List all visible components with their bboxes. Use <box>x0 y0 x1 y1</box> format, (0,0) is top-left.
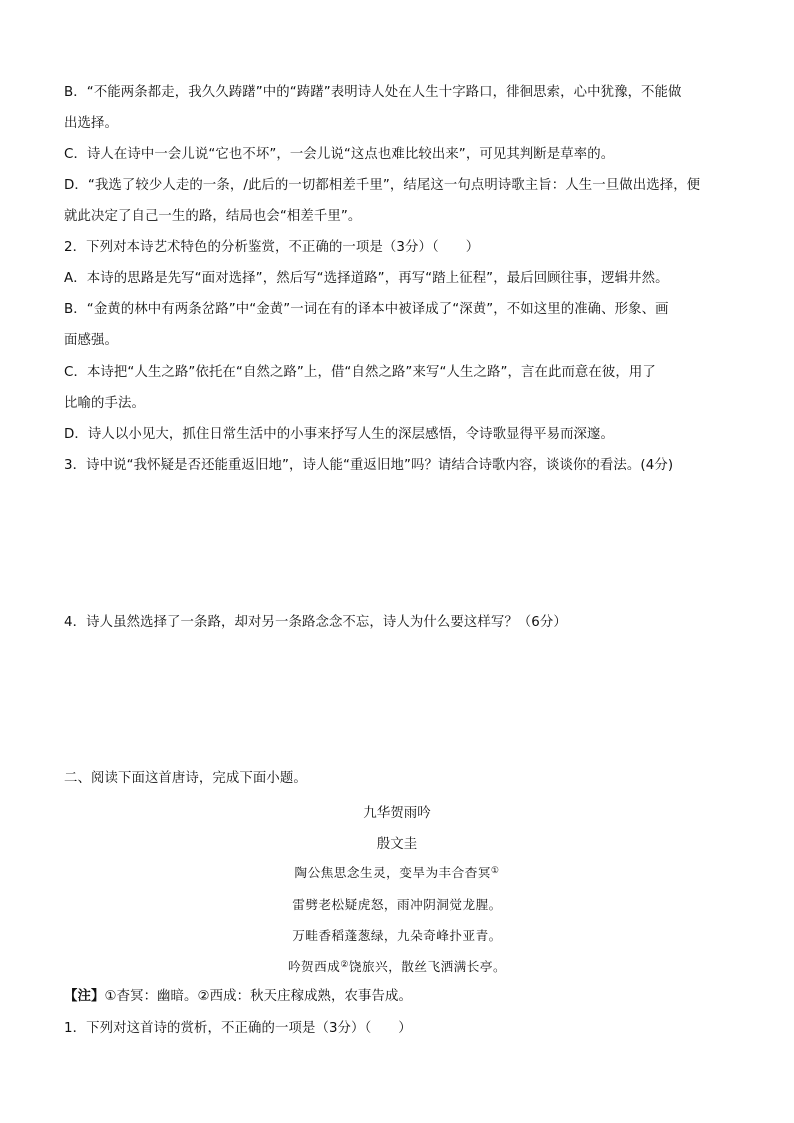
section-2-question-1: 1．下列对这首诗的赏析，不正确的一项是（3分）（ ） <box>64 1021 412 1036</box>
poem-author: 殷文圭 <box>376 836 418 852</box>
question-4: 4．诗人虽然选择了一条路，却对另一条路念念不忘，诗人为什么要这样写？（6分） <box>64 615 567 630</box>
note-text: ①杳冥：幽暗。②西成：秋天庄稼成熟，农事告成。 <box>104 989 412 1004</box>
option-b-line1: B．“不能两条都走，我久久踌躇”中的“踌躇”表明诗人处在人生十字路口，徘徊思索，心中犹豫，不能做 <box>64 85 682 100</box>
poem-title: 九华贺雨吟 <box>363 805 431 821</box>
footnote-marker-1: ① <box>490 866 500 876</box>
option-c: C．诗人在诗中一会儿说“它也不坏”，一会儿说“这点也难比较出来”，可见其判断是草率的。 <box>64 147 615 162</box>
question-2-option-b-line1: B．“金黄的林中有两条岔路”中“金黄”一词在有的译本中被译成了“深黄”，不如这里的准确、形象、画 <box>64 302 669 317</box>
section-2-heading: 二、阅读下面这首唐诗，完成下面小题。 <box>64 771 307 786</box>
question-2-option-c-line2: 比喻的手法。 <box>64 396 145 411</box>
question-2-option-c-line1: C．本诗把“人生之路”依托在“自然之路”上，借“自然之路”来写“人生之路”，言在此而意在彼，用了 <box>64 365 656 380</box>
poem-note <box>64 987 736 1007</box>
question-3: 3．诗中说“我怀疑是否还能重返旧地”，诗人能“重返旧地”吗？请结合诗歌内容，谈谈你的看法。(4分) <box>64 458 674 473</box>
question-2-option-d: D．诗人以小见大，抓住日常生活中的小事来抒写人生的深层感悟，令诗歌显得平易而深邃。 <box>64 427 615 442</box>
question-2: 2．下列对本诗艺术特色的分析鉴赏，不正确的一项是（3分）（ ） <box>64 240 480 255</box>
option-d-line1: D．“我选了较少人走的一条，/此后的一切都相差千里”，结尾这一句点明诗歌主旨：人生一旦做出选择，便 <box>64 178 701 193</box>
option-b-line2: 出选择。 <box>64 116 118 131</box>
poem-line-1: 陶公焦思念生灵，变旱为丰合杳冥① <box>294 865 500 880</box>
note-label: 【注】 <box>64 989 105 1004</box>
question-2-option-b-line2: 面感强。 <box>64 333 118 348</box>
question-2-option-a: A．本诗的思路是先写“面对选择”，然后写“选择道路”，再写“踏上征程”，最后回顾往事，逻辑井然。 <box>64 271 669 286</box>
poem-line-3: 万畦香稻蓬葱绿，九朵奇峰扑亚青。 <box>292 928 502 943</box>
footnote-marker-2: ② <box>340 960 349 970</box>
poem-line-4: 吟贺西成②饶旅兴，散丝飞洒满长亭。 <box>287 959 507 974</box>
poem-line-2: 雷劈老松疑虎怒，雨冲阴洞觉龙腥。 <box>292 897 502 912</box>
option-d-line2: 就此决定了自己一生的路，结局也会“相差千里”。 <box>64 209 362 224</box>
